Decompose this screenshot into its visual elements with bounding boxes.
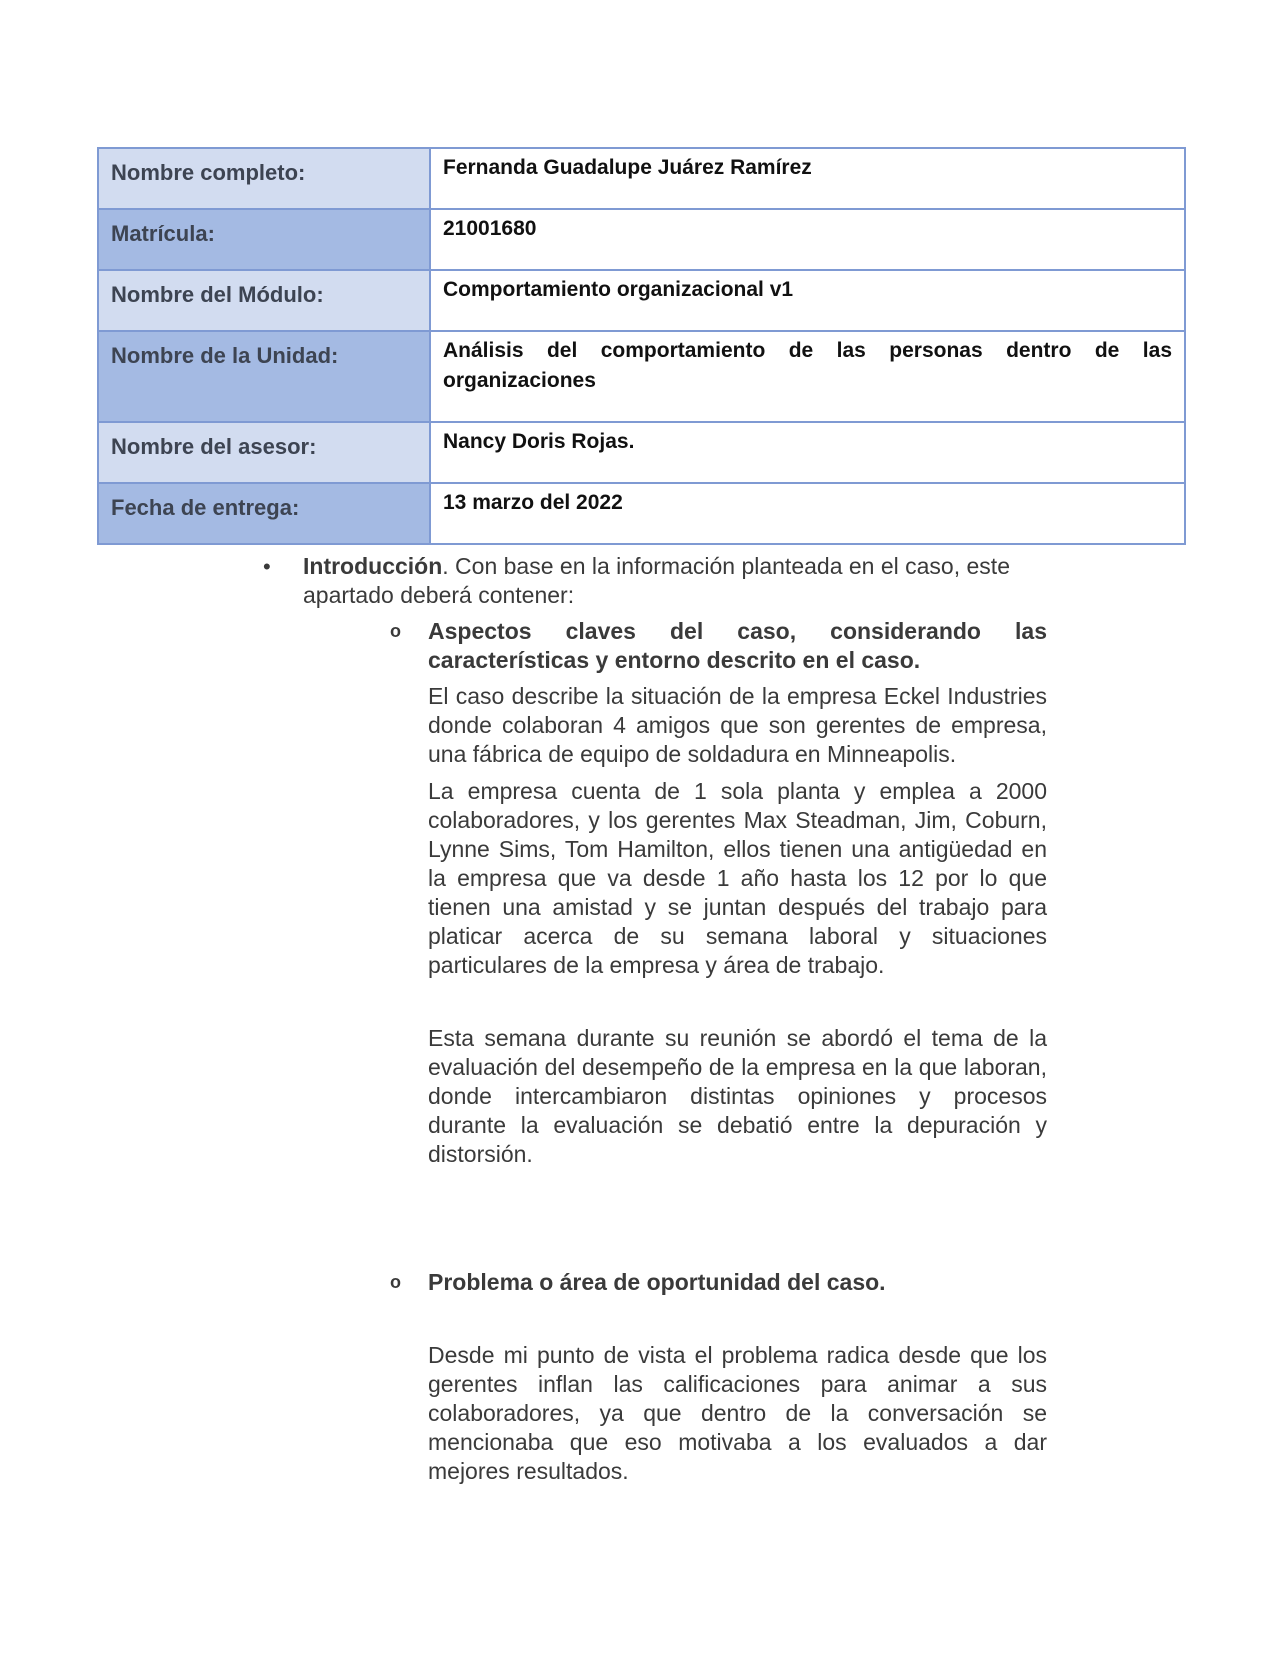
intro-text: . Con base en la información planteada en el caso, este apartado deberá contener: bbox=[303, 553, 1010, 608]
info-value: Análisis del comportamiento de las personas dentro de las organizaciones bbox=[430, 331, 1185, 422]
section-heading: Aspectos claves del caso, considerando las características y entorno descrito en el caso. bbox=[428, 618, 1047, 673]
info-label: Nombre del asesor: bbox=[98, 422, 430, 483]
info-row-nombre bbox=[98, 148, 1185, 209]
info-row-matricula bbox=[98, 209, 1185, 270]
info-row-unidad bbox=[98, 331, 1185, 422]
section-aspectos-claves bbox=[428, 617, 1047, 1169]
info-label: Matrícula: bbox=[98, 209, 430, 270]
section-paragraph: Esta semana durante su reunión se abordó el tema de la evaluación del desempeño de la empresa en la que laboran, donde intercambiaron distintas opiniones y procesos durante la evaluación se debatió entre la depuración y distorsión. bbox=[428, 1025, 1047, 1167]
info-row-modulo bbox=[98, 270, 1185, 331]
sub-bullet-marker: o bbox=[390, 621, 401, 641]
section-paragraph: La empresa cuenta de 1 sola planta y emplea a 2000 colaboradores, y los gerentes Max Steadman, Jim, Coburn, Lynne Sims, Tom Hamilton, ellos tienen una antigüedad en la empresa que va desde 1 año hasta los 12 por lo que tienen una amistad y se juntan después del trabajo para platicar acerca de su semana laboral y situaciones particulares de la empresa y área de trabajo. bbox=[428, 778, 1047, 978]
info-value: 21001680 bbox=[430, 209, 1185, 270]
section-paragraph: El caso describe la situación de la empresa Eckel Industries donde colaboran 4 amigos que son gerentes de empresa, una fábrica de equipo de soldadura en Minneapolis. bbox=[428, 683, 1047, 767]
intro-title: Introducción bbox=[303, 553, 443, 579]
info-row-fecha bbox=[98, 483, 1185, 544]
info-value: Comportamiento organizacional v1 bbox=[430, 270, 1185, 331]
sub-bullet-marker: o bbox=[390, 1272, 401, 1292]
info-row-asesor bbox=[98, 422, 1185, 483]
info-label: Fecha de entrega: bbox=[98, 483, 430, 544]
bullet-marker: • bbox=[263, 554, 271, 579]
info-value: 13 marzo del 2022 bbox=[430, 483, 1185, 544]
student-info-table bbox=[97, 147, 1186, 545]
info-value: Nancy Doris Rojas. bbox=[430, 422, 1185, 483]
info-label: Nombre completo: bbox=[98, 148, 430, 209]
intro-paragraph bbox=[303, 552, 1088, 610]
section-heading: Problema o área de oportunidad del caso. bbox=[428, 1269, 886, 1295]
section-paragraph: Desde mi punto de vista el problema radica desde que los gerentes inflan las calificaciones para animar a sus colaboradores, ya que dentro de la conversación se mencionaba que eso motivaba a los evaluados a dar mejores resultados. bbox=[428, 1342, 1047, 1484]
info-value: Fernanda Guadalupe Juárez Ramírez bbox=[430, 148, 1185, 209]
info-label: Nombre del Módulo: bbox=[98, 270, 430, 331]
info-label: Nombre de la Unidad: bbox=[98, 331, 430, 422]
section-problema bbox=[428, 1268, 1047, 1486]
